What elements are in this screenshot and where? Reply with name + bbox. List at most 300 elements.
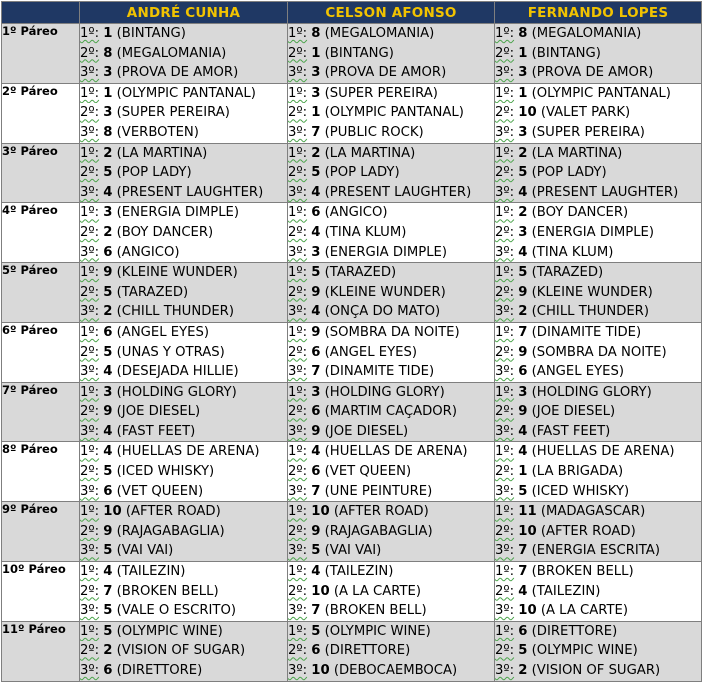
horse-number: 9 bbox=[518, 344, 528, 360]
pick-line bbox=[80, 123, 287, 143]
finish-position: 1º: bbox=[288, 444, 308, 460]
tips-table bbox=[1, 1, 702, 682]
pick-line bbox=[80, 263, 287, 283]
horse-name: (A LA CARTE) bbox=[333, 583, 422, 599]
horse-number: 10 bbox=[518, 105, 537, 121]
finish-position: 2º: bbox=[495, 284, 515, 300]
horse-name: (RAJAGABAGLIA) bbox=[324, 523, 433, 539]
column-header: FERNANDO LOPES bbox=[495, 2, 702, 24]
horse-name: (PROVA DE AMOR) bbox=[116, 65, 239, 81]
tipster-picks-cell bbox=[495, 502, 702, 562]
horse-number: 5 bbox=[103, 623, 113, 639]
finish-position: 2º: bbox=[495, 344, 515, 360]
horse-name: (BROKEN BELL) bbox=[116, 583, 219, 599]
horse-number: 9 bbox=[518, 404, 528, 420]
horse-name: (PRESENT LAUGHTER) bbox=[324, 184, 472, 200]
pick-line bbox=[80, 302, 287, 322]
horse-number: 3 bbox=[103, 65, 113, 81]
tipster-picks-cell bbox=[288, 322, 495, 382]
horse-name: (BOY DANCER) bbox=[116, 224, 214, 240]
horse-number: 8 bbox=[518, 26, 528, 41]
race-label: 9º Páreo bbox=[2, 502, 80, 562]
finish-position: 3º: bbox=[80, 304, 100, 320]
pick-line bbox=[80, 383, 287, 403]
finish-position: 1º: bbox=[495, 145, 515, 161]
tipster-picks-cell bbox=[288, 442, 495, 502]
pick-line bbox=[495, 622, 701, 642]
horse-name: (TINA KLUM) bbox=[324, 224, 407, 240]
horse-number: 5 bbox=[518, 483, 528, 499]
finish-position: 2º: bbox=[495, 464, 515, 480]
finish-position: 3º: bbox=[495, 483, 515, 499]
horse-name: (TARAZED) bbox=[531, 265, 604, 281]
finish-position: 2º: bbox=[495, 523, 515, 539]
race-row bbox=[2, 24, 702, 84]
horse-number: 5 bbox=[518, 165, 528, 181]
horse-name: (ENERGIA DIMPLE) bbox=[116, 205, 240, 221]
tipster-picks-cell bbox=[288, 562, 495, 622]
pick-line bbox=[80, 541, 287, 561]
finish-position: 3º: bbox=[495, 364, 515, 380]
pick-line bbox=[495, 243, 701, 263]
pick-line bbox=[495, 562, 701, 582]
race-label: 4º Páreo bbox=[2, 203, 80, 263]
horse-number: 6 bbox=[103, 663, 113, 678]
finish-position: 1º: bbox=[495, 444, 515, 460]
finish-position: 1º: bbox=[495, 504, 515, 520]
horse-name: (KLEINE WUNDER) bbox=[324, 284, 446, 300]
horse-name: (HUELLAS DE ARENA) bbox=[116, 444, 260, 460]
finish-position: 3º: bbox=[495, 65, 515, 81]
horse-number: 2 bbox=[103, 224, 113, 240]
finish-position: 1º: bbox=[495, 564, 515, 580]
horse-name: (ONÇA DO MATO) bbox=[324, 304, 441, 320]
pick-line bbox=[80, 362, 287, 382]
horse-name: (ENERGIA ESCRITA) bbox=[531, 543, 660, 559]
horse-number: 3 bbox=[518, 124, 528, 140]
horse-name: (DIRETTORE) bbox=[116, 663, 203, 678]
horse-number: 9 bbox=[103, 265, 113, 281]
pick-line bbox=[288, 661, 494, 681]
pick-line bbox=[495, 661, 701, 681]
pick-line bbox=[80, 422, 287, 442]
pick-line bbox=[80, 84, 287, 104]
horse-name: (CHILL THUNDER) bbox=[116, 304, 234, 320]
race-row bbox=[2, 203, 702, 263]
horse-name: (ICED WHISKY) bbox=[116, 464, 215, 480]
tipster-picks-cell bbox=[495, 382, 702, 442]
finish-position: 3º: bbox=[80, 244, 100, 260]
horse-name: (ENERGIA DIMPLE) bbox=[531, 224, 655, 240]
horse-name: (BROKEN BELL) bbox=[324, 603, 427, 619]
finish-position: 2º: bbox=[495, 165, 515, 181]
pick-line bbox=[288, 482, 494, 502]
finish-position: 1º: bbox=[80, 623, 100, 639]
pick-line bbox=[495, 144, 701, 164]
pick-line bbox=[288, 24, 494, 44]
finish-position: 1º: bbox=[80, 85, 100, 101]
finish-position: 1º: bbox=[495, 623, 515, 639]
horse-name: (MADAGASCAR) bbox=[540, 504, 646, 520]
horse-name: (TARAZED) bbox=[324, 265, 397, 281]
pick-line bbox=[80, 601, 287, 621]
horse-name: (HOLDING GLORY) bbox=[531, 384, 652, 400]
pick-line bbox=[288, 422, 494, 442]
pick-line bbox=[288, 601, 494, 621]
finish-position: 1º: bbox=[288, 265, 308, 281]
horse-number: 3 bbox=[103, 205, 113, 221]
horse-name: (DINAMITE TIDE) bbox=[531, 324, 642, 340]
horse-name: (FAST FEET) bbox=[531, 423, 611, 439]
race-label: 1º Páreo bbox=[2, 24, 80, 84]
horse-name: (VET QUEEN) bbox=[116, 483, 204, 499]
horse-name: (PRESENT LAUGHTER) bbox=[116, 184, 264, 200]
pick-line bbox=[80, 482, 287, 502]
pick-line bbox=[495, 84, 701, 104]
finish-position: 2º: bbox=[288, 583, 308, 599]
horse-name: (HUELLAS DE ARENA) bbox=[531, 444, 675, 460]
horse-number: 5 bbox=[518, 643, 528, 659]
table-body bbox=[2, 24, 702, 682]
pick-line bbox=[288, 63, 494, 83]
pick-line bbox=[80, 442, 287, 462]
horse-name: (VAI VAI) bbox=[324, 543, 382, 559]
finish-position: 3º: bbox=[80, 364, 100, 380]
horse-name: (PRESENT LAUGHTER) bbox=[531, 184, 679, 200]
horse-name: (OLYMPIC PANTANAL) bbox=[324, 105, 464, 121]
finish-position: 2º: bbox=[80, 523, 100, 539]
finish-position: 2º: bbox=[288, 284, 308, 300]
horse-number: 6 bbox=[311, 404, 321, 420]
horse-name: (OLYMPIC PANTANAL) bbox=[531, 85, 671, 101]
horse-name: (DINAMITE TIDE) bbox=[324, 364, 435, 380]
horse-number: 9 bbox=[518, 284, 528, 300]
pick-line bbox=[495, 302, 701, 322]
finish-position: 2º: bbox=[288, 344, 308, 360]
pick-line bbox=[288, 402, 494, 422]
pick-line bbox=[80, 522, 287, 542]
finish-position: 1º: bbox=[495, 85, 515, 101]
horse-number: 1 bbox=[518, 85, 528, 101]
horse-number: 3 bbox=[518, 224, 528, 240]
pick-line bbox=[288, 223, 494, 243]
horse-name: (HOLDING GLORY) bbox=[116, 384, 237, 400]
pick-line bbox=[495, 123, 701, 143]
race-label: 5º Páreo bbox=[2, 263, 80, 323]
horse-name: (UNE PEINTURE) bbox=[324, 483, 433, 499]
horse-number: 7 bbox=[311, 483, 321, 499]
horse-name: (KLEINE WUNDER) bbox=[116, 265, 238, 281]
finish-position: 2º: bbox=[495, 583, 515, 599]
horse-number: 2 bbox=[103, 145, 113, 161]
horse-number: 5 bbox=[103, 284, 113, 300]
race-label: 8º Páreo bbox=[2, 442, 80, 502]
pick-line bbox=[495, 343, 701, 363]
horse-name: (PUBLIC ROCK) bbox=[324, 124, 424, 140]
horse-number: 10 bbox=[311, 504, 330, 520]
horse-number: 6 bbox=[311, 464, 321, 480]
horse-name: (TARAZED) bbox=[116, 284, 189, 300]
race-row bbox=[2, 562, 702, 622]
finish-position: 2º: bbox=[80, 284, 100, 300]
horse-number: 4 bbox=[311, 304, 321, 320]
horse-name: (VAI VAI) bbox=[116, 543, 174, 559]
horse-name: (OLYMPIC WINE) bbox=[324, 623, 431, 639]
finish-position: 2º: bbox=[495, 105, 515, 121]
horse-name: (VERBOTEN) bbox=[116, 124, 199, 140]
finish-position: 3º: bbox=[80, 65, 100, 81]
horse-number: 4 bbox=[518, 423, 528, 439]
horse-name: (POP LADY) bbox=[531, 165, 607, 181]
pick-line bbox=[495, 163, 701, 183]
pick-line bbox=[80, 144, 287, 164]
horse-name: (POP LADY) bbox=[116, 165, 192, 181]
horse-name: (BROKEN BELL) bbox=[531, 564, 634, 580]
pick-line bbox=[495, 283, 701, 303]
horse-name: (VISION OF SUGAR) bbox=[531, 663, 661, 678]
finish-position: 3º: bbox=[288, 603, 308, 619]
horse-name: (UNAS Y OTRAS) bbox=[116, 344, 225, 360]
horse-number: 4 bbox=[311, 444, 321, 460]
horse-number: 4 bbox=[103, 364, 113, 380]
horse-number: 2 bbox=[518, 145, 528, 161]
horse-number: 7 bbox=[518, 564, 528, 580]
finish-position: 3º: bbox=[80, 603, 100, 619]
horse-number: 3 bbox=[518, 384, 528, 400]
pick-line bbox=[80, 323, 287, 343]
horse-name: (SOMBRA DA NOITE) bbox=[531, 344, 667, 360]
horse-name: (VET QUEEN) bbox=[324, 464, 412, 480]
pick-line bbox=[288, 84, 494, 104]
race-row bbox=[2, 263, 702, 323]
finish-position: 3º: bbox=[495, 663, 515, 678]
horse-number: 7 bbox=[311, 124, 321, 140]
finish-position: 3º: bbox=[495, 244, 515, 260]
finish-position: 1º: bbox=[80, 26, 100, 41]
horse-name: (LA BRIGADA) bbox=[531, 464, 624, 480]
horse-name: (HUELLAS DE ARENA) bbox=[324, 444, 468, 460]
finish-position: 1º: bbox=[288, 324, 308, 340]
horse-number: 2 bbox=[103, 304, 113, 320]
horse-name: (MEGALOMANIA) bbox=[324, 26, 435, 41]
horse-name: (POP LADY) bbox=[324, 165, 400, 181]
finish-position: 1º: bbox=[288, 26, 308, 41]
horse-name: (ANGICO) bbox=[116, 244, 180, 260]
horse-name: (OLYMPIC WINE) bbox=[531, 643, 638, 659]
finish-position: 2º: bbox=[80, 105, 100, 121]
tipster-picks-cell bbox=[80, 442, 288, 502]
finish-position: 1º: bbox=[495, 265, 515, 281]
horse-name: (MEGALOMANIA) bbox=[531, 26, 642, 41]
horse-number: 3 bbox=[311, 65, 321, 81]
finish-position: 3º: bbox=[288, 124, 308, 140]
tipster-picks-cell bbox=[80, 203, 288, 263]
tipster-picks-cell bbox=[288, 621, 495, 681]
pick-line bbox=[495, 522, 701, 542]
horse-name: (PROVA DE AMOR) bbox=[531, 65, 654, 81]
horse-number: 2 bbox=[518, 304, 528, 320]
race-row bbox=[2, 143, 702, 203]
horse-number: 7 bbox=[103, 583, 113, 599]
pick-line bbox=[80, 103, 287, 123]
horse-name: (A LA CARTE) bbox=[540, 603, 629, 619]
tipster-picks-cell bbox=[80, 562, 288, 622]
tipster-picks-cell bbox=[288, 203, 495, 263]
horse-number: 1 bbox=[311, 45, 321, 61]
finish-position: 3º: bbox=[288, 543, 308, 559]
horse-name: (TAILEZIN) bbox=[116, 564, 186, 580]
finish-position: 1º: bbox=[288, 504, 308, 520]
tipster-picks-cell bbox=[495, 143, 702, 203]
horse-number: 3 bbox=[103, 105, 113, 121]
pick-line bbox=[288, 44, 494, 64]
horse-name: (ICED WHISKY) bbox=[531, 483, 630, 499]
finish-position: 2º: bbox=[288, 45, 308, 61]
pick-line bbox=[80, 183, 287, 203]
finish-position: 1º: bbox=[495, 205, 515, 221]
finish-position: 3º: bbox=[495, 423, 515, 439]
finish-position: 1º: bbox=[495, 384, 515, 400]
horse-name: (ENERGIA DIMPLE) bbox=[324, 244, 448, 260]
finish-position: 3º: bbox=[288, 483, 308, 499]
horse-number: 9 bbox=[103, 523, 113, 539]
finish-position: 3º: bbox=[80, 184, 100, 200]
pick-line bbox=[288, 243, 494, 263]
finish-position: 1º: bbox=[80, 384, 100, 400]
horse-number: 3 bbox=[311, 244, 321, 260]
finish-position: 2º: bbox=[288, 464, 308, 480]
horse-number: 3 bbox=[311, 384, 321, 400]
horse-number: 8 bbox=[103, 45, 113, 61]
tipster-picks-cell bbox=[80, 502, 288, 562]
finish-position: 1º: bbox=[495, 26, 515, 41]
tipster-picks-cell bbox=[495, 83, 702, 143]
horse-number: 5 bbox=[311, 265, 321, 281]
finish-position: 3º: bbox=[80, 543, 100, 559]
horse-name: (SUPER PEREIRA) bbox=[324, 85, 438, 101]
pick-line bbox=[80, 283, 287, 303]
race-row bbox=[2, 442, 702, 502]
pick-line bbox=[288, 641, 494, 661]
pick-line bbox=[80, 462, 287, 482]
pick-line bbox=[495, 63, 701, 83]
tipster-picks-cell bbox=[288, 83, 495, 143]
horse-name: (AFTER ROAD) bbox=[125, 504, 221, 520]
horse-number: 6 bbox=[518, 623, 528, 639]
tipster-picks-cell bbox=[80, 143, 288, 203]
pick-line bbox=[80, 24, 287, 44]
horse-number: 10 bbox=[103, 504, 122, 520]
pick-line bbox=[80, 343, 287, 363]
horse-name: (ANGICO) bbox=[324, 205, 388, 221]
finish-position: 2º: bbox=[80, 464, 100, 480]
pick-line bbox=[495, 422, 701, 442]
horse-name: (LA MARTINA) bbox=[116, 145, 208, 161]
horse-name: (DIRETTORE) bbox=[531, 623, 618, 639]
horse-name: (AFTER ROAD) bbox=[333, 504, 429, 520]
horse-number: 4 bbox=[311, 564, 321, 580]
horse-name: (CHILL THUNDER) bbox=[531, 304, 649, 320]
horse-number: 8 bbox=[103, 124, 113, 140]
horse-number: 5 bbox=[311, 543, 321, 559]
horse-name: (MEGALOMANIA) bbox=[116, 45, 227, 61]
pick-line bbox=[80, 622, 287, 642]
finish-position: 3º: bbox=[495, 543, 515, 559]
finish-position: 2º: bbox=[288, 523, 308, 539]
horse-number: 1 bbox=[311, 105, 321, 121]
horse-number: 4 bbox=[518, 444, 528, 460]
finish-position: 1º: bbox=[80, 444, 100, 460]
pick-line bbox=[288, 343, 494, 363]
pick-line bbox=[495, 442, 701, 462]
pick-line bbox=[288, 462, 494, 482]
horse-number: 10 bbox=[311, 663, 330, 678]
horse-name: (DIRETTORE) bbox=[324, 643, 411, 659]
horse-number: 6 bbox=[103, 244, 113, 260]
pick-line bbox=[288, 103, 494, 123]
horse-name: (SOMBRA DA NOITE) bbox=[324, 324, 460, 340]
horse-name: (OLYMPIC WINE) bbox=[116, 623, 223, 639]
column-header: ANDRÉ CUNHA bbox=[80, 2, 288, 24]
pick-line bbox=[288, 562, 494, 582]
horse-number: 5 bbox=[311, 623, 321, 639]
finish-position: 3º: bbox=[495, 184, 515, 200]
horse-name: (LA MARTINA) bbox=[531, 145, 623, 161]
horse-number: 4 bbox=[518, 184, 528, 200]
horse-number: 4 bbox=[103, 564, 113, 580]
horse-number: 4 bbox=[518, 583, 528, 599]
pick-line bbox=[288, 622, 494, 642]
pick-line bbox=[495, 641, 701, 661]
horse-name: (SUPER PEREIRA) bbox=[531, 124, 645, 140]
tipster-picks-cell bbox=[495, 322, 702, 382]
pick-line bbox=[80, 641, 287, 661]
horse-number: 10 bbox=[518, 523, 537, 539]
horse-name: (MARTIM CAÇADOR) bbox=[324, 404, 457, 420]
horse-number: 4 bbox=[518, 244, 528, 260]
horse-number: 3 bbox=[311, 85, 321, 101]
finish-position: 3º: bbox=[288, 364, 308, 380]
finish-position: 1º: bbox=[288, 564, 308, 580]
finish-position: 1º: bbox=[288, 205, 308, 221]
horse-number: 6 bbox=[103, 324, 113, 340]
tipster-picks-cell bbox=[495, 562, 702, 622]
tipster-picks-cell bbox=[80, 24, 288, 84]
finish-position: 2º: bbox=[288, 105, 308, 121]
finish-position: 1º: bbox=[288, 145, 308, 161]
finish-position: 2º: bbox=[80, 643, 100, 659]
pick-line bbox=[495, 462, 701, 482]
horse-name: (TAILEZIN) bbox=[531, 583, 601, 599]
tipster-picks-cell bbox=[80, 621, 288, 681]
horse-number: 10 bbox=[311, 583, 330, 599]
horse-number: 9 bbox=[311, 523, 321, 539]
horse-number: 4 bbox=[103, 444, 113, 460]
pick-line bbox=[80, 243, 287, 263]
horse-number: 4 bbox=[103, 423, 113, 439]
horse-number: 11 bbox=[518, 504, 537, 520]
horse-number: 5 bbox=[103, 543, 113, 559]
horse-number: 10 bbox=[518, 603, 537, 619]
horse-name: (VISION OF SUGAR) bbox=[116, 643, 246, 659]
pick-line bbox=[495, 402, 701, 422]
horse-name: (ANGEL EYES) bbox=[116, 324, 210, 340]
pick-line bbox=[288, 123, 494, 143]
pick-line bbox=[495, 103, 701, 123]
pick-line bbox=[288, 502, 494, 522]
tipster-picks-cell bbox=[495, 203, 702, 263]
tipster-picks-cell bbox=[495, 442, 702, 502]
